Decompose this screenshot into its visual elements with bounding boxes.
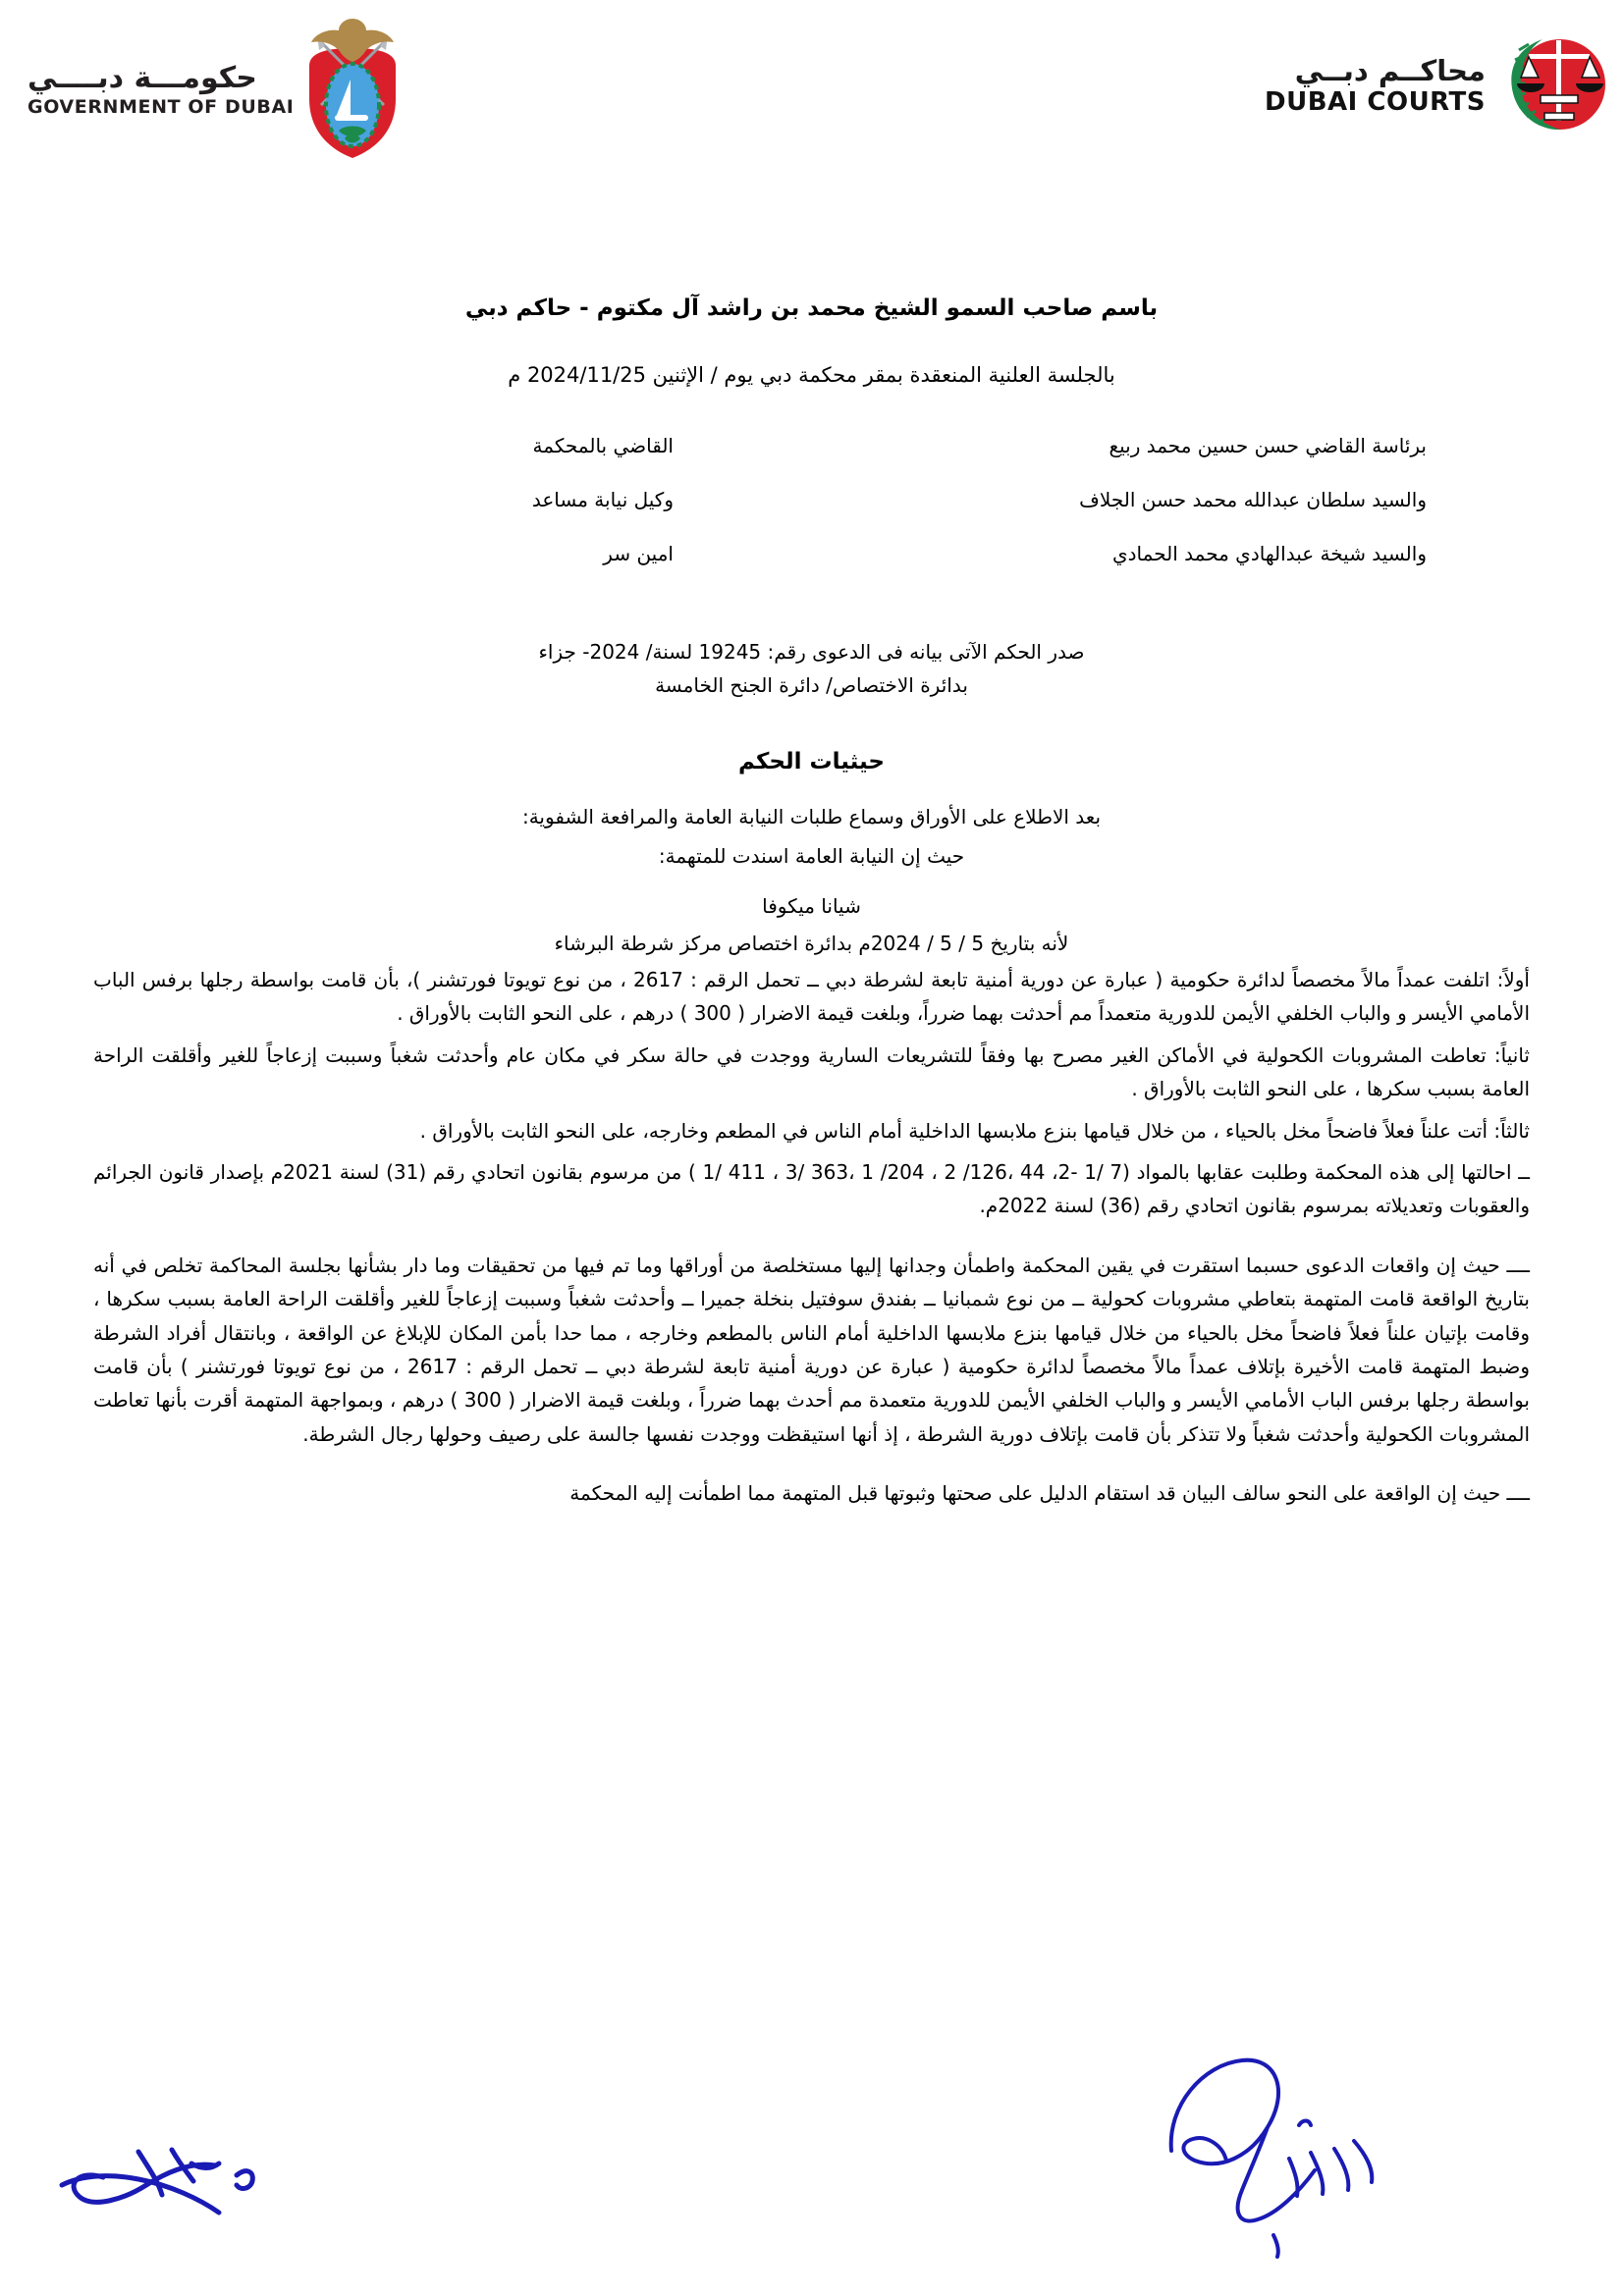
panel-member-name: والسيد سلطان عبدالله محمد حسن الجلاف [1079, 488, 1427, 511]
defendant-name: شيانا ميكوفا [762, 894, 861, 918]
dubai-government-emblem-icon [294, 15, 411, 166]
charge-paragraph-third: ثالثاً: أتت علناً فعلاً فاضحاً مخل بالحياء ، من خلال قيامها بنزع ملابسها الداخلية أمام الناس في المطعم وخارجه، على النحو الثابت بالأوراق . [419, 1118, 1530, 1143]
panel-member-name: برئاسة القاضي حسن حسين محمد ربيع [1109, 434, 1427, 457]
courts-logo-english-text: DUBAI COURTS [1265, 87, 1486, 118]
session-line: بالجلسة العلنية المنعقدة بمقر محكمة دبي يوم / الإثنين 2024/11/25 م [508, 362, 1115, 387]
courts-wordmark [1265, 53, 1486, 118]
panel-row [93, 540, 1530, 568]
referral-and-articles-paragraph: ــ احالتها إلى هذه المحكمة وطلبت عقابها بالمواد (7 /1 -2، 44 ،126/ 2 ، 204/ 1 ،363 /3 ، 411 /1 ) من مرسوم بقانون اتحادي رقم (31) لسنة 2021م بإصدار قانون الجرائم والعقوبات وتعديلاته بمرسوم بقانون اتحادي رقم (36) لسنة 2022م. [93, 1159, 1530, 1218]
panel-member-name: والسيد شيخة عبدالهادي محمد الحمادي [1112, 542, 1427, 565]
dubai-courts-logo [1203, 18, 1615, 155]
signature-area [0, 2037, 1623, 2282]
panel-row [93, 486, 1530, 514]
page-title: باسم صاحب السمو الشيخ محمد بن راشد آل مكتوم - حاكم دبي [464, 295, 1159, 321]
secretary-signature [44, 2091, 368, 2271]
intro-review-line: بعد الاطلاع على الأوراق وسماع طلبات النيابة العامة والمرافعة الشفوية: [521, 805, 1102, 828]
courts-logo-arabic-text: محاكــم دبــي [1294, 53, 1486, 87]
panel-member-role: وكيل نيابة مساعد [531, 488, 674, 511]
government-of-dubai-logo [0, 12, 412, 169]
intro-prosecution-line: حيث إن النيابة العامة اسندت للمتهمة: [658, 844, 965, 868]
gov-logo-english-text: GOVERNMENT OF DUBAI [27, 96, 295, 119]
panel-member-role: القاضي بالمحكمة [532, 434, 674, 457]
case-number-line: صدر الحكم الآتى بيانه فى الدعوى رقم: 19245 لسنة/ 2024- جزاء [538, 640, 1085, 664]
gov-wordmark [27, 60, 295, 119]
judge-signature [1152, 2047, 1486, 2276]
facts-paragraph: ــــ حيث إن واقعات الدعوى حسبما استقرت في يقين المحكمة واطمأن وجدانها إليها مستخلصة من أوراقها وما تم فيها من تحقيقات وما دار بشأنها بجلسة المحاكمة تخلص في أنه بتاريخ الواقعة قامت المتهمة بتعاطي مشروبات كحولية ــ من نوع شمبانيا ــ بفندق سوفتيل بنخلة جميرا ــ وأحدثت شغباً وسببت إزعاجاً للغير وأقلقت الراحة العامة بسبب سكرها ، وقامت بإتيان علناً فعلاً فاضحاً مخل بالحياء من خلال قيامها بنزع ملابسها الداخلية أمام الناس بالمطعم وخارجه ، مما حدا بأمن المكان للإبلاغ عن الواقعة ، وبانتقال أفراد الشرطة وضبط المتهمة قامت الأخيرة بإتلاف عمداً مالاً مخصصاً لدائرة حكومية ( عبارة عن دورية أمنية تابعة لشرطة دبي ــ تحمل الرقم : 2617 ، من نوع تويوتا فورتشنر ) بأن قامت بواسطة رجلها برفس الباب الأمامي الأيسر و والباب الخلفي الأيمن للدورية متعمدة مم أحدث بهما ضرراً ، وبلغت قيمة الاضرار ( 300 ) درهم ، وبمواجهة المتهمة أقرت بأنها تعاطت المشروبات الكحولية وأحدثت شغباً ولا تتذكر بأن قامت بإتلاف دورية الشرطة ، إذ أنها استيقظت ووجدت نفسها جالسة على رصيف وحولها رجال الشرطة. [93, 1253, 1530, 1446]
judicial-panel [93, 432, 1530, 568]
case-reference-block [93, 635, 1530, 702]
panel-row [93, 432, 1530, 460]
document-body [0, 292, 1623, 1510]
dubai-courts-scales-emblem-icon [1499, 27, 1615, 146]
charge-paragraph-second: ثانياً: تعاطت المشروبات الكحولية في الأماكن الغير مصرح بها وفقاً للتشريعات السارية ووجدت في حالة سكر في مكان عام وأحدثت شغباً وسببت إزعاجاً للغير وأقلقت الراحة العامة بسبب سكرها ، على النحو الثابت بالأوراق . [93, 1042, 1530, 1101]
case-circuit-line: بدائرة الاختصاص/ دائرة الجنح الخامسة [655, 673, 968, 697]
panel-member-role: امين سر [603, 542, 674, 565]
gov-logo-arabic-text: حكومـــة دبــــي [27, 60, 257, 95]
document-header [0, 0, 1623, 179]
conclusion-paragraph: ــــ حيث إن الواقعة على النحو سالف البيان قد استقام الدليل على صحتها وثبوتها قبل المتهمة مما اطمأنت إليه المحكمة [569, 1481, 1530, 1506]
section-title-judgment-grounds: حيثيات الحكم [737, 749, 885, 774]
charge-date-location-line: لأنه بتاريخ 5 / 5 / 2024م بدائرة اختصاص مركز شرطة البرشاء [554, 932, 1069, 955]
charge-paragraph-first: أولاً: اتلفت عمداً مالاً مخصصاً لدائرة حكومية ( عبارة عن دورية أمنية تابعة لشرطة دبي ــ تحمل الرقم : 2617 ، من نوع تويوتا فورتشنر )، بأن قامت بواسطة رجلها برفس الباب الأمامي الأيسر و والباب الخلفي الأيمن للدورية متعمداً مم أحدثت بهما ضرراً، وبلغت قيمة الاضرار ( 300 ) درهم ، على النحو الثابت بالأوراق . [93, 968, 1530, 1026]
